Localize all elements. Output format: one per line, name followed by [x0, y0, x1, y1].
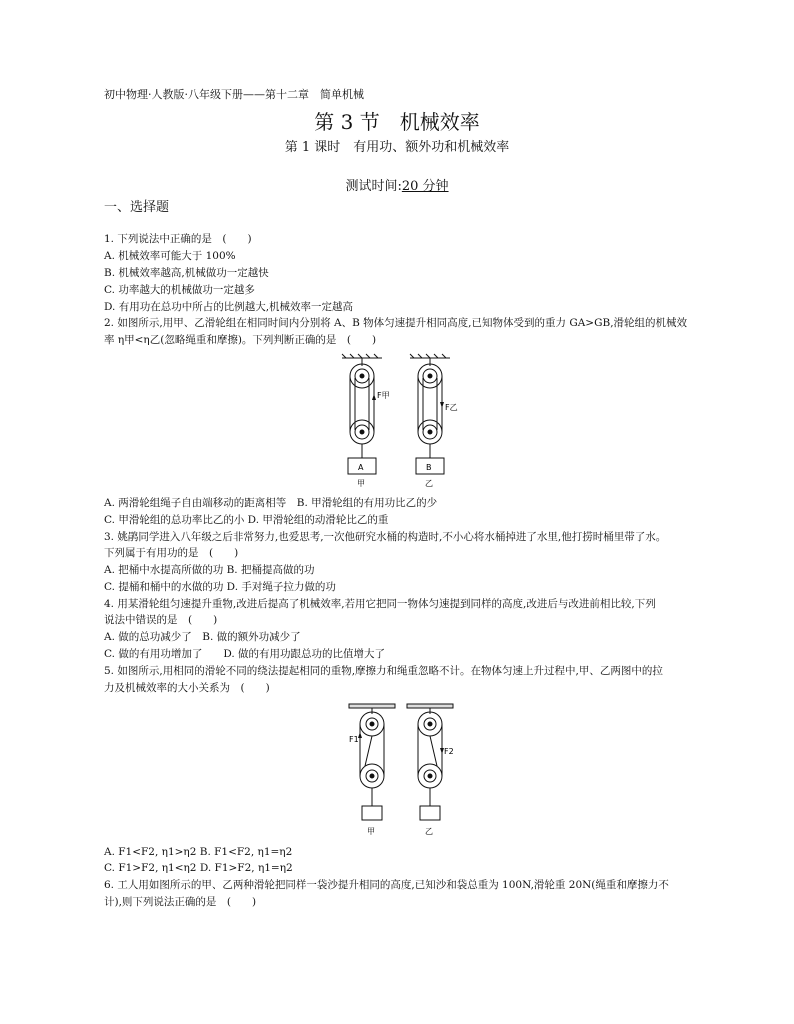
q2-fig-right-caption: 乙 [425, 479, 433, 488]
q4-options-cd: C. 做的有用功增加了 D. 做的有用功跟总功的比值增大了 [104, 648, 386, 660]
q1-stem: 1. 下列说法中正确的是 ( ) [104, 233, 252, 245]
q5-options-ab: A. F1<F2, η1>η2 B. F1<F2, η1=η2 [104, 846, 293, 858]
q4-options-ab: A. 做的总功减少了 B. 做的额外功减少了 [104, 631, 301, 643]
q5-options-cd: C. F1>F2, η1<η2 D. F1>F2, η1=η2 [104, 862, 293, 874]
page-header: 初中物理·人教版·八年级下册——第十二章 简单机械 [104, 88, 364, 101]
section-heading: 一、选择题 [104, 200, 170, 215]
q2-stem-line2: 率 η甲<η乙(忽略绳重和摩擦)。下列判断正确的是 ( ) [104, 334, 377, 346]
q2-options-cd: C. 甲滑轮组的总功率比乙的小 D. 甲滑轮组的动滑轮比乙的重 [104, 514, 389, 526]
q5-stem-line1: 5. 如图所示,用相同的滑轮不同的绕法提起相同的重物,摩擦力和绳重忽略不计。在物体匀速上升过程中,甲、乙两图中的拉 [104, 665, 663, 677]
lesson-title: 第 3 节 机械效率 [314, 110, 480, 134]
q1-option-a: A. 机械效率可能大于 100% [104, 250, 236, 262]
q2-options-ab: A. 两滑轮组绳子自由端移动的距离相等 B. 甲滑轮组的有用功比乙的少 [104, 497, 438, 509]
q5-fig-right-force-label: F2 [444, 747, 454, 756]
q3-options-cd: C. 提桶和桶中的水做的功 D. 手对绳子拉力做的功 [104, 581, 336, 593]
lesson-subtitle: 第 1 课时 有用功、额外功和机械效率 [284, 140, 510, 155]
test-time-label: 测试时间: [345, 179, 402, 194]
q2-pulley-figure [330, 352, 470, 490]
q1-option-c: C. 功率越大的机械做功一定越多 [104, 284, 255, 296]
q5-fig-left-force-label: F1 [349, 735, 359, 744]
q6-stem-line2: 计),则下列说法正确的是 ( ) [104, 896, 257, 908]
q2-fig-block-b: B [426, 463, 432, 472]
q3-stem-line1: 3. 姚鹃同学进入八年级之后非常努力,也爱思考,一次他研究水桶的构造时,不小心将水桶掉进了水里,他打捞时桶里带了水。 [104, 531, 667, 543]
q2-fig-block-a: A [358, 463, 364, 472]
q5-pulley-figure [345, 702, 455, 838]
q2-fig-right-force-label: F乙 [445, 403, 458, 412]
test-time [0, 175, 794, 194]
q1-option-b: B. 机械效率越高,机械做功一定越快 [104, 267, 269, 279]
q1-option-d: D. 有用功在总功中所占的比例越大,机械效率一定越高 [104, 301, 354, 313]
q3-stem-line2: 下列属于有用功的是 ( ) [104, 547, 239, 559]
q3-options-ab: A. 把桶中水提高所做的功 B. 把桶提高做的功 [104, 564, 315, 576]
q2-fig-left-force-label: F甲 [377, 391, 390, 400]
test-time-value: 20 分钟 [401, 179, 449, 194]
q2-stem-line1: 2. 如图所示,用甲、乙滑轮组在相同时间内分别将 A、B 物体匀速提升相同高度,已知物体受到的重力 GA>GB,滑轮组的机械效 [104, 317, 688, 329]
q2-fig-left-caption: 甲 [357, 479, 365, 488]
q5-fig-right-caption: 乙 [425, 827, 433, 836]
q4-stem-line1: 4. 用某滑轮组匀速提升重物,改进后提高了机械效率,若用它把同一物体匀速提到同样的高度,改进后与改进前相比较,下列 [104, 598, 656, 610]
q6-stem-line1: 6. 工人用如图所示的甲、乙两种滑轮把同样一袋沙提升相同的高度,已知沙和袋总重为 100N,滑轮重 20N(绳重和摩擦力不 [104, 879, 669, 891]
q4-stem-line2: 说法中错误的是 ( ) [104, 614, 218, 626]
q5-fig-left-caption: 甲 [367, 827, 375, 836]
q5-stem-line2: 力及机械效率的大小关系为 ( ) [104, 682, 270, 694]
